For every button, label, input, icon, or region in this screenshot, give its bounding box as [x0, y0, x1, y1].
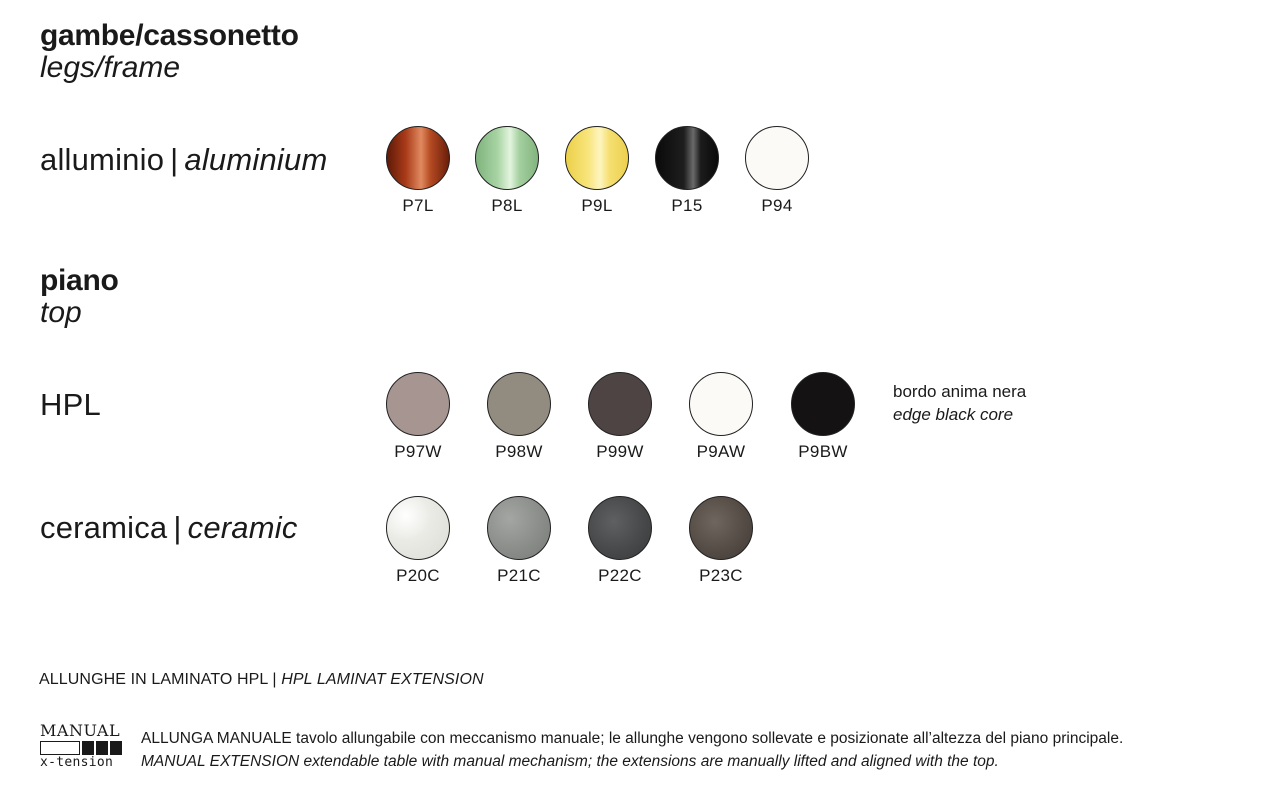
aluminium-label-it: alluminio — [40, 142, 165, 177]
swatch-p9bw[interactable] — [790, 372, 856, 462]
logo-block-filled — [110, 741, 122, 755]
swatch-code: P7L — [402, 196, 434, 215]
swatch-dot — [565, 126, 629, 190]
swatch-p97w[interactable] — [385, 372, 451, 462]
legs-frame-title-en: legs/frame — [40, 51, 181, 84]
swatch-dot — [689, 496, 753, 560]
swatch-code: P9AW — [696, 442, 746, 461]
extension-title-en: HPL LAMINAT EXTENSION — [281, 671, 484, 688]
extension-description-it: ALLUNGA MANUALE tavolo allungabile con meccanismo manuale; le allunghe vengono sollevate e posizionate all’altezza del piano principale. — [141, 730, 1124, 747]
extension-title-it: ALLUNGHE IN LAMINATO HPL — [39, 671, 268, 688]
swatch-dot — [588, 372, 652, 436]
logo-block-filled — [82, 741, 94, 755]
logo-top-text: MANUAL — [40, 721, 121, 740]
ceramic-label-en: ceramic — [187, 510, 298, 545]
swatch-p9aw[interactable] — [688, 372, 754, 462]
swatch-dot — [588, 496, 652, 560]
edge-note — [893, 380, 1026, 426]
swatch-dot — [386, 126, 450, 190]
swatch-code: P98W — [495, 442, 543, 461]
swatch-p7l[interactable] — [385, 126, 451, 216]
swatch-p23c[interactable] — [688, 496, 754, 586]
swatch-dot — [689, 372, 753, 436]
swatch-dot — [475, 126, 539, 190]
extension-description-en: MANUAL EXTENSION extendable table with manual mechanism; the extensions are manually lifted and aligned with the top. — [141, 753, 999, 770]
label-separator: | — [173, 510, 182, 545]
edge-note-it: bordo anima nera — [893, 382, 1027, 401]
aluminium-row-label — [40, 140, 327, 180]
ceramic-row-label — [40, 508, 298, 548]
logo-blocks-icon — [40, 741, 124, 755]
swatch-code: P9BW — [798, 442, 848, 461]
swatch-code: P23C — [699, 566, 743, 585]
swatch-dot — [386, 372, 450, 436]
swatch-code: P22C — [598, 566, 642, 585]
manual-xtension-logo — [40, 723, 124, 771]
swatch-code: P99W — [596, 442, 644, 461]
swatch-p98w[interactable] — [486, 372, 552, 462]
hpl-label: HPL — [40, 387, 101, 422]
swatch-dot — [745, 126, 809, 190]
swatch-code: P97W — [394, 442, 442, 461]
extension-description — [141, 727, 1123, 773]
swatch-p20c[interactable] — [385, 496, 451, 586]
swatch-code: P20C — [396, 566, 440, 585]
swatch-code: P94 — [761, 196, 793, 215]
legs-frame-title-it: gambe/cassonetto — [40, 19, 299, 52]
swatch-p9l[interactable] — [564, 126, 630, 216]
swatch-p21c[interactable] — [486, 496, 552, 586]
logo-bottom-text: x-tension — [40, 755, 114, 770]
logo-block-open — [40, 741, 80, 755]
swatch-p15[interactable] — [654, 126, 720, 216]
top-title — [40, 265, 119, 329]
swatch-code: P21C — [497, 566, 541, 585]
extension-title — [39, 671, 484, 689]
swatch-p99w[interactable] — [587, 372, 653, 462]
legs-frame-title — [40, 20, 299, 84]
swatch-dot — [487, 496, 551, 560]
hpl-row-label — [40, 385, 101, 425]
swatch-p94[interactable] — [744, 126, 810, 216]
extension-title-separator: | — [272, 671, 277, 688]
swatch-code: P8L — [491, 196, 523, 215]
top-title-en: top — [40, 296, 82, 329]
logo-block-filled — [96, 741, 108, 755]
swatch-dot — [386, 496, 450, 560]
swatch-p22c[interactable] — [587, 496, 653, 586]
swatch-dot — [655, 126, 719, 190]
top-title-it: piano — [40, 264, 119, 297]
swatch-code: P15 — [671, 196, 703, 215]
edge-note-en: edge black core — [893, 405, 1014, 424]
ceramic-label-it: ceramica — [40, 510, 168, 545]
aluminium-label-en: aluminium — [184, 142, 328, 177]
swatch-dot — [791, 372, 855, 436]
swatch-code: P9L — [581, 196, 613, 215]
swatch-p8l[interactable] — [474, 126, 540, 216]
label-separator: | — [170, 142, 179, 177]
swatch-dot — [487, 372, 551, 436]
